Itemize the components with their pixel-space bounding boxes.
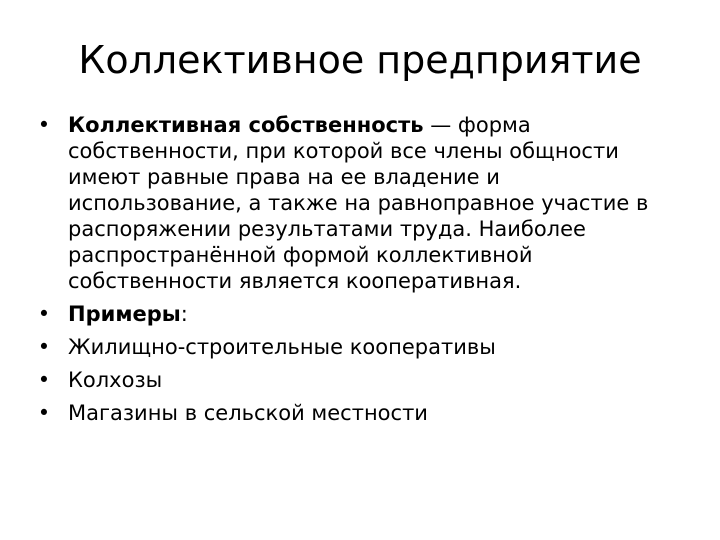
examples-colon: : [180,302,188,326]
bullet-list [36,112,676,433]
bullet-icon: • [37,335,51,359]
list-item-definition [36,112,676,294]
list-item-example [36,400,676,426]
definition-text: — форма собственности, при которой все члены общности имеют равные права на ее владение и использование, а также на равноправное участие в распоряжении результатами труда. Наиболее распространённой формой коллективной собственности является кооперативная. [68,113,649,293]
term-examples: Примеры [68,302,181,326]
example-rural-shops: Магазины в сельской местности [68,401,428,425]
bullet-icon: • [37,113,51,137]
list-item-example [36,334,676,360]
example-housing-cooperatives: Жилищно-строительные кооперативы [68,335,496,359]
example-kolkhozes: Колхозы [68,368,163,392]
slide-title: Коллективное предприятие [78,38,642,82]
bullet-icon: • [37,401,51,425]
list-item-example [36,367,676,393]
list-item-examples-heading [36,301,676,327]
bullet-icon: • [37,302,51,326]
bullet-icon: • [37,368,51,392]
term-collective-property: Коллективная собственность [68,113,424,137]
